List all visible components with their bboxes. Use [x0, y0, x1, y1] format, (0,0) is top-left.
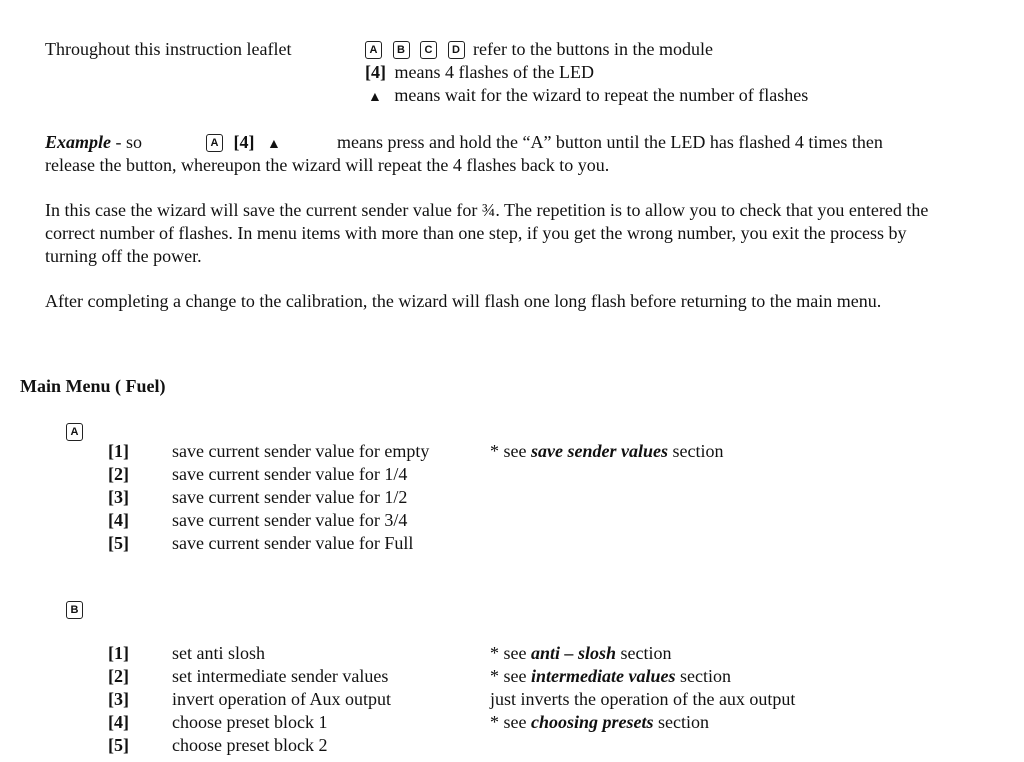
item-number: [2]: [108, 666, 129, 686]
triangle-icon: ▲: [368, 90, 382, 105]
flash-token: [4]: [365, 62, 386, 82]
list-item: [0, 440, 1024, 463]
item-number: [4]: [108, 712, 129, 732]
example-dash-so: - so: [115, 132, 142, 152]
item-description: save current sender value for Full: [172, 533, 414, 553]
example-sequence: [206, 131, 281, 156]
item-number: [5]: [108, 735, 129, 755]
list-item: [0, 665, 1024, 688]
item-note: just inverts the operation of the aux output: [490, 689, 796, 709]
item-number: [2]: [108, 464, 129, 484]
button-a-icon: A: [206, 134, 223, 152]
main-menu-heading: Main Menu ( Fuel): [20, 376, 166, 396]
item-description: save current sender value for empty: [172, 441, 430, 461]
intro-keys-text: refer to the buttons in the module: [473, 39, 713, 59]
button-b-icon: B: [393, 41, 410, 59]
example-label-line: [45, 131, 142, 154]
paragraph-calibration: After completing a change to the calibration, the wizard will flash one long flash before returning to the main menu.: [45, 291, 882, 311]
item-number: [5]: [108, 533, 129, 553]
example-token: [4]: [233, 132, 255, 152]
item-number: [3]: [108, 689, 129, 709]
button-b-icon: B: [66, 601, 83, 619]
item-description: set anti slosh: [172, 643, 265, 663]
item-number: [1]: [108, 643, 129, 663]
button-d-icon: D: [448, 41, 465, 59]
intro-lead: Throughout this instruction leaflet: [45, 39, 292, 59]
item-number: [4]: [108, 510, 129, 530]
item-description: set intermediate sender values: [172, 666, 389, 686]
list-item: [0, 711, 1024, 734]
intro-flash-line: [365, 61, 594, 84]
button-a-icon: A: [365, 41, 382, 59]
list-item: [0, 688, 1024, 711]
item-description: save current sender value for 1/4: [172, 464, 408, 484]
item-number: [3]: [108, 487, 129, 507]
intro-wait-line: [368, 84, 808, 109]
item-note: * see choosing presets section: [490, 712, 709, 732]
list-item: [0, 463, 1024, 486]
wait-text: means wait for the wizard to repeat the number of flashes: [394, 85, 809, 105]
item-description: choose preset block 1: [172, 712, 328, 732]
item-number: [1]: [108, 441, 129, 461]
list-item: [0, 509, 1024, 532]
triangle-icon: ▲: [267, 137, 281, 152]
button-c-icon: C: [420, 41, 437, 59]
item-description: invert operation of Aux output: [172, 689, 391, 709]
list-item: [0, 642, 1024, 665]
example-line2: release the button, whereupon the wizard will repeat the 4 flashes back to you.: [45, 155, 610, 175]
list-item: [0, 532, 1024, 555]
example-label: Example: [45, 132, 111, 152]
item-description: choose preset block 2: [172, 735, 328, 755]
list-item: [0, 734, 1024, 757]
item-note: * see save sender values section: [490, 441, 724, 461]
flash-text: means 4 flashes of the LED: [394, 62, 594, 82]
paragraph-repetition: In this case the wizard will save the current sender value for ¾. The repetition is to allow you to check that you entered the correct number of flashes. In menu items with more than one step, if you get the wrong number, you exit the process by turning off the power.: [45, 200, 929, 266]
item-note: * see intermediate values section: [490, 666, 731, 686]
item-note: * see anti – slosh section: [490, 643, 672, 663]
item-description: save current sender value for 1/2: [172, 487, 408, 507]
list-item: [0, 486, 1024, 509]
button-a-icon: A: [66, 423, 83, 441]
intro-keys-line: [365, 38, 713, 61]
example-line1: means press and hold the “A” button until the LED has flashed 4 times then: [337, 132, 883, 152]
item-description: save current sender value for 3/4: [172, 510, 408, 530]
